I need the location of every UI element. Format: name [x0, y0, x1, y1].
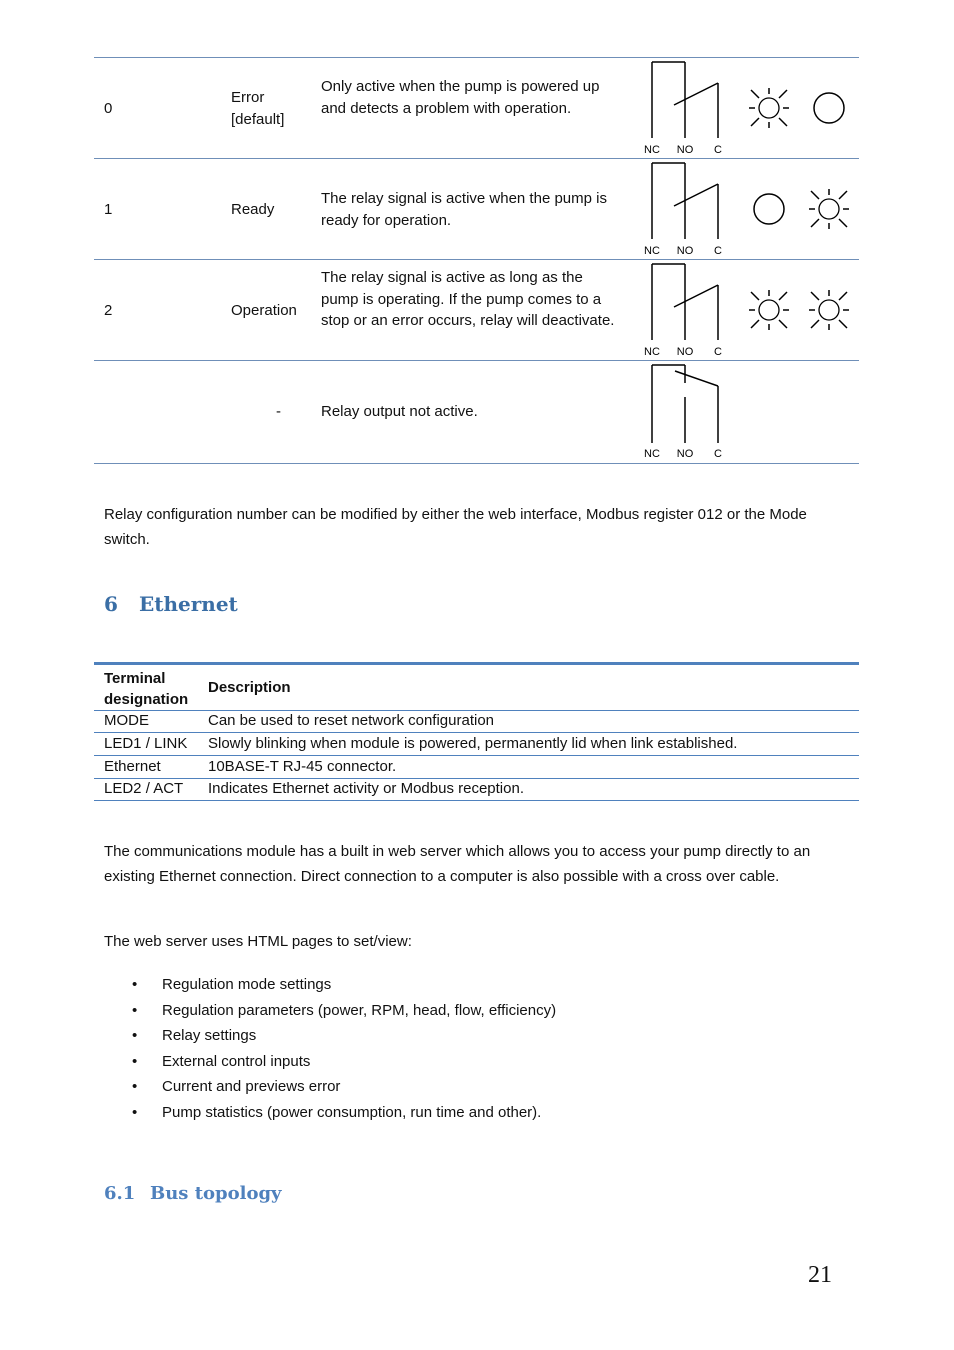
terminal-label-c: C: [714, 346, 722, 358]
relay-config-description: The relay signal is active as long as the pump is operating. If the pump comes to a stop or an error occurs, relay will deactivate.: [321, 269, 615, 329]
terminal-label-no: NO: [676, 346, 694, 358]
relay-row-2: [94, 259, 859, 361]
list-item: [132, 1074, 556, 1100]
led-lit-icon: [809, 189, 849, 229]
relay-config-name: Error [default]: [231, 89, 285, 128]
list-item: [132, 972, 556, 998]
relay-switch-inactive-diagram: [639, 361, 859, 462]
list-item-text: Regulation mode settings: [162, 976, 332, 993]
table-row: [94, 756, 859, 779]
page-number: 21: [808, 1262, 832, 1288]
list-item: [132, 998, 556, 1024]
terminal-label-c: C: [714, 245, 722, 257]
section-number: 6: [104, 592, 118, 616]
subsection-title: Bus topology: [150, 1183, 282, 1204]
relay-config-number: 0: [104, 100, 113, 117]
terminal-label-c: C: [714, 448, 722, 460]
relay-row-1: [94, 158, 859, 260]
column-header-description: Description: [208, 679, 291, 696]
list-item-text: External control inputs: [162, 1052, 311, 1070]
web-server-paragraph: The communications module has a built in web server which allows you to access your pump directly to an existing Ethernet connection. Direct connection to a computer is also possible with a cross over cable.: [104, 843, 811, 885]
terminal-label-nc: NC: [644, 144, 660, 156]
relay-config-name: Operation: [231, 302, 297, 319]
bullet-icon: •: [132, 1078, 138, 1096]
description-cell: 10BASE-T RJ-45 connector.: [208, 758, 397, 775]
bullet-icon: •: [132, 1001, 138, 1019]
terminal-label-nc: NC: [644, 346, 660, 358]
relay-switch-closed-diagram: [639, 159, 859, 259]
list-item-text: Pump statistics (power consumption, run time and other).: [162, 1103, 542, 1121]
led-off-icon: [814, 93, 844, 123]
relay-config-name: -: [276, 403, 281, 420]
description-cell: Slowly blinking when module is powered, permanently lid when link established.: [208, 735, 738, 752]
relay-contact-diagram: [639, 260, 859, 360]
relay-switch-closed-diagram: [639, 58, 859, 158]
terminal-cell: LED2 / ACT: [104, 780, 184, 797]
list-item: [132, 1049, 556, 1075]
table-row: [94, 733, 859, 756]
section-title: Ethernet: [139, 592, 238, 616]
table-header-row: [94, 662, 859, 711]
relay-switch-closed-diagram: [639, 260, 859, 360]
bullet-icon: •: [132, 1103, 138, 1121]
web-server-feature-list: [132, 972, 556, 1126]
subsection-heading-bus-topology: [104, 1183, 282, 1204]
table-row: [94, 710, 859, 733]
table-row: [94, 778, 859, 801]
subsection-number: 6.1: [104, 1183, 136, 1204]
bullet-icon: •: [132, 976, 138, 993]
relay-config-description: The relay signal is active when the pump is ready for operation.: [321, 190, 607, 229]
terminal-cell: Ethernet: [104, 758, 161, 775]
terminal-label-c: C: [714, 144, 722, 156]
relay-row-3: [94, 360, 859, 464]
column-header-terminal: Terminal designation: [104, 670, 189, 708]
relay-config-description: Only active when the pump is powered up and detects a problem with operation.: [321, 78, 600, 117]
led-lit-icon: [809, 290, 849, 330]
terminal-cell: MODE: [104, 712, 149, 729]
bullet-icon: •: [132, 1027, 138, 1045]
section-heading-ethernet: [104, 592, 238, 616]
relay-config-description: Relay output not active.: [321, 403, 478, 420]
list-item-text: Regulation parameters (power, RPM, head, flow, efficiency): [162, 1001, 557, 1019]
description-cell: Can be used to reset network configuration: [208, 712, 495, 729]
bullet-icon: •: [132, 1052, 138, 1070]
terminal-label-no: NO: [676, 245, 694, 257]
relay-config-number: 2: [104, 302, 113, 319]
led-lit-icon: [749, 290, 789, 330]
terminal-cell: LED1 / LINK: [104, 735, 188, 752]
terminal-label-no: NO: [676, 144, 694, 156]
relay-config-number: 1: [104, 201, 113, 218]
terminal-label-nc: NC: [644, 448, 660, 460]
relay-config-name: Ready: [231, 201, 275, 218]
description-cell: Indicates Ethernet activity or Modbus reception.: [208, 780, 524, 797]
relay-row-0: [94, 57, 859, 159]
relay-contact-diagram: [639, 58, 859, 158]
relay-configuration-note: Relay configuration number can be modified by either the web interface, Modbus register 012 or the Mode switch.: [104, 506, 807, 548]
list-item: [132, 1023, 556, 1049]
list-item: [132, 1100, 556, 1126]
list-item-text: Relay settings: [162, 1027, 257, 1045]
relay-contact-diagram: [639, 159, 859, 259]
relay-contact-diagram: [639, 361, 859, 462]
list-item-text: Current and previews error: [162, 1078, 341, 1096]
web-server-intro: The web server uses HTML pages to set/view:: [104, 933, 412, 950]
terminal-label-no: NO: [676, 448, 694, 460]
led-lit-icon: [749, 88, 789, 128]
terminal-label-nc: NC: [644, 245, 660, 257]
led-off-icon: [754, 194, 784, 224]
